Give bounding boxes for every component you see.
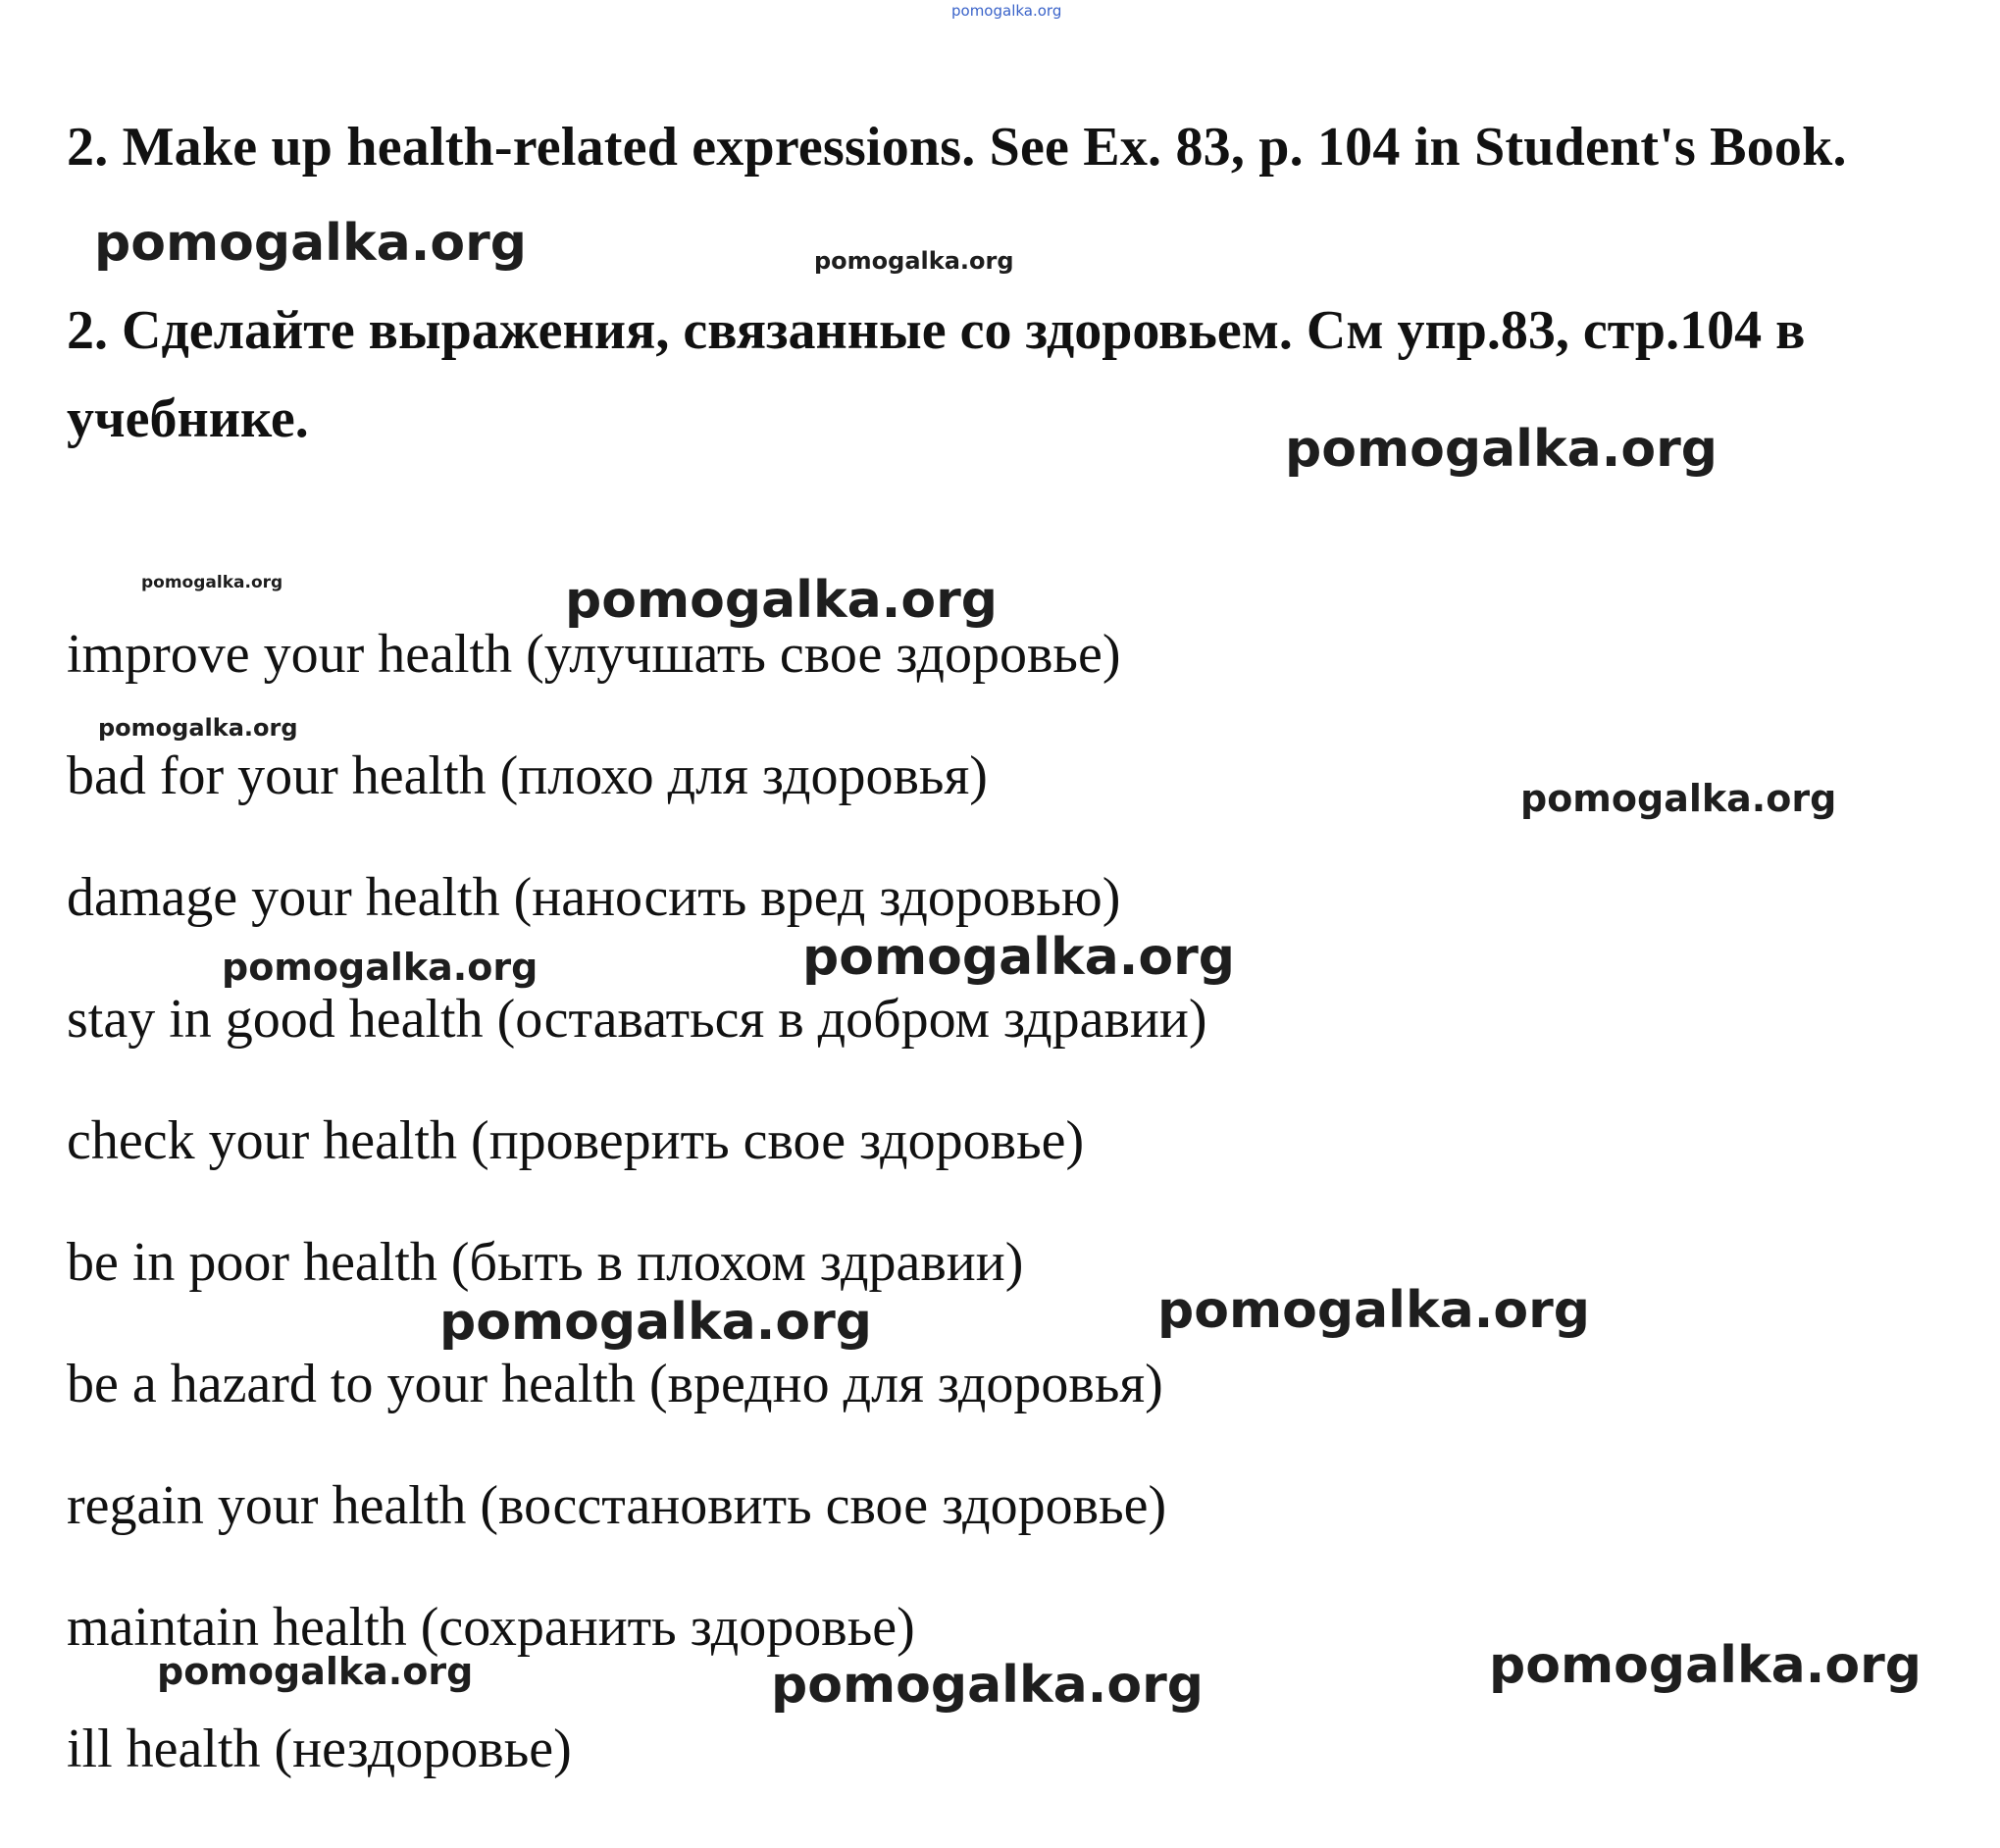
list-item: be in poor health (быть в плохом здравии) xyxy=(67,1232,1024,1293)
exercise-heading-english: 2. Make up health-related expressions. See Ex. 83, p. 104 in Student's Book. xyxy=(67,117,1847,178)
list-item: damage your health (наносить вред здоровью) xyxy=(67,867,1121,928)
list-item: ill health (нездоровье) xyxy=(67,1719,572,1779)
list-item: be a hazard to your health (вредно для здоровья) xyxy=(67,1354,1163,1414)
watermark: pomogalka.org xyxy=(1157,1281,1591,1340)
watermark: pomogalka.org xyxy=(814,247,1014,275)
watermark: pomogalka.org xyxy=(439,1293,873,1352)
watermark: pomogalka.org xyxy=(1285,420,1718,479)
watermark: pomogalka.org xyxy=(1520,777,1837,820)
watermark: pomogalka.org xyxy=(222,946,538,989)
list-item: improve your health (улучшать свое здоровье) xyxy=(67,624,1121,685)
list-item: bad for your health (плохо для здоровья) xyxy=(67,745,988,806)
watermark: pomogalka.org xyxy=(157,1650,474,1693)
list-item: check your health (проверить свое здоровье) xyxy=(67,1110,1085,1171)
list-item: maintain health (сохранить здоровье) xyxy=(67,1597,915,1658)
list-item: regain your health (восстановить свое здоровье) xyxy=(67,1475,1167,1536)
watermark: pomogalka.org xyxy=(565,571,999,630)
list-item: stay in good health (оставаться в добром здравии) xyxy=(67,989,1207,1050)
exercise-heading-russian: 2. Сделайте выражения, связанные со здоровьем. См упр.83, стр.104 в учебнике. xyxy=(67,300,1806,449)
watermark-top: pomogalka.org xyxy=(951,2,1062,20)
watermark: pomogalka.org xyxy=(94,214,528,273)
watermark: pomogalka.org xyxy=(141,573,283,592)
watermark: pomogalka.org xyxy=(1489,1636,1923,1695)
watermark: pomogalka.org xyxy=(771,1656,1205,1715)
watermark: pomogalka.org xyxy=(802,928,1236,987)
watermark: pomogalka.org xyxy=(98,714,298,742)
